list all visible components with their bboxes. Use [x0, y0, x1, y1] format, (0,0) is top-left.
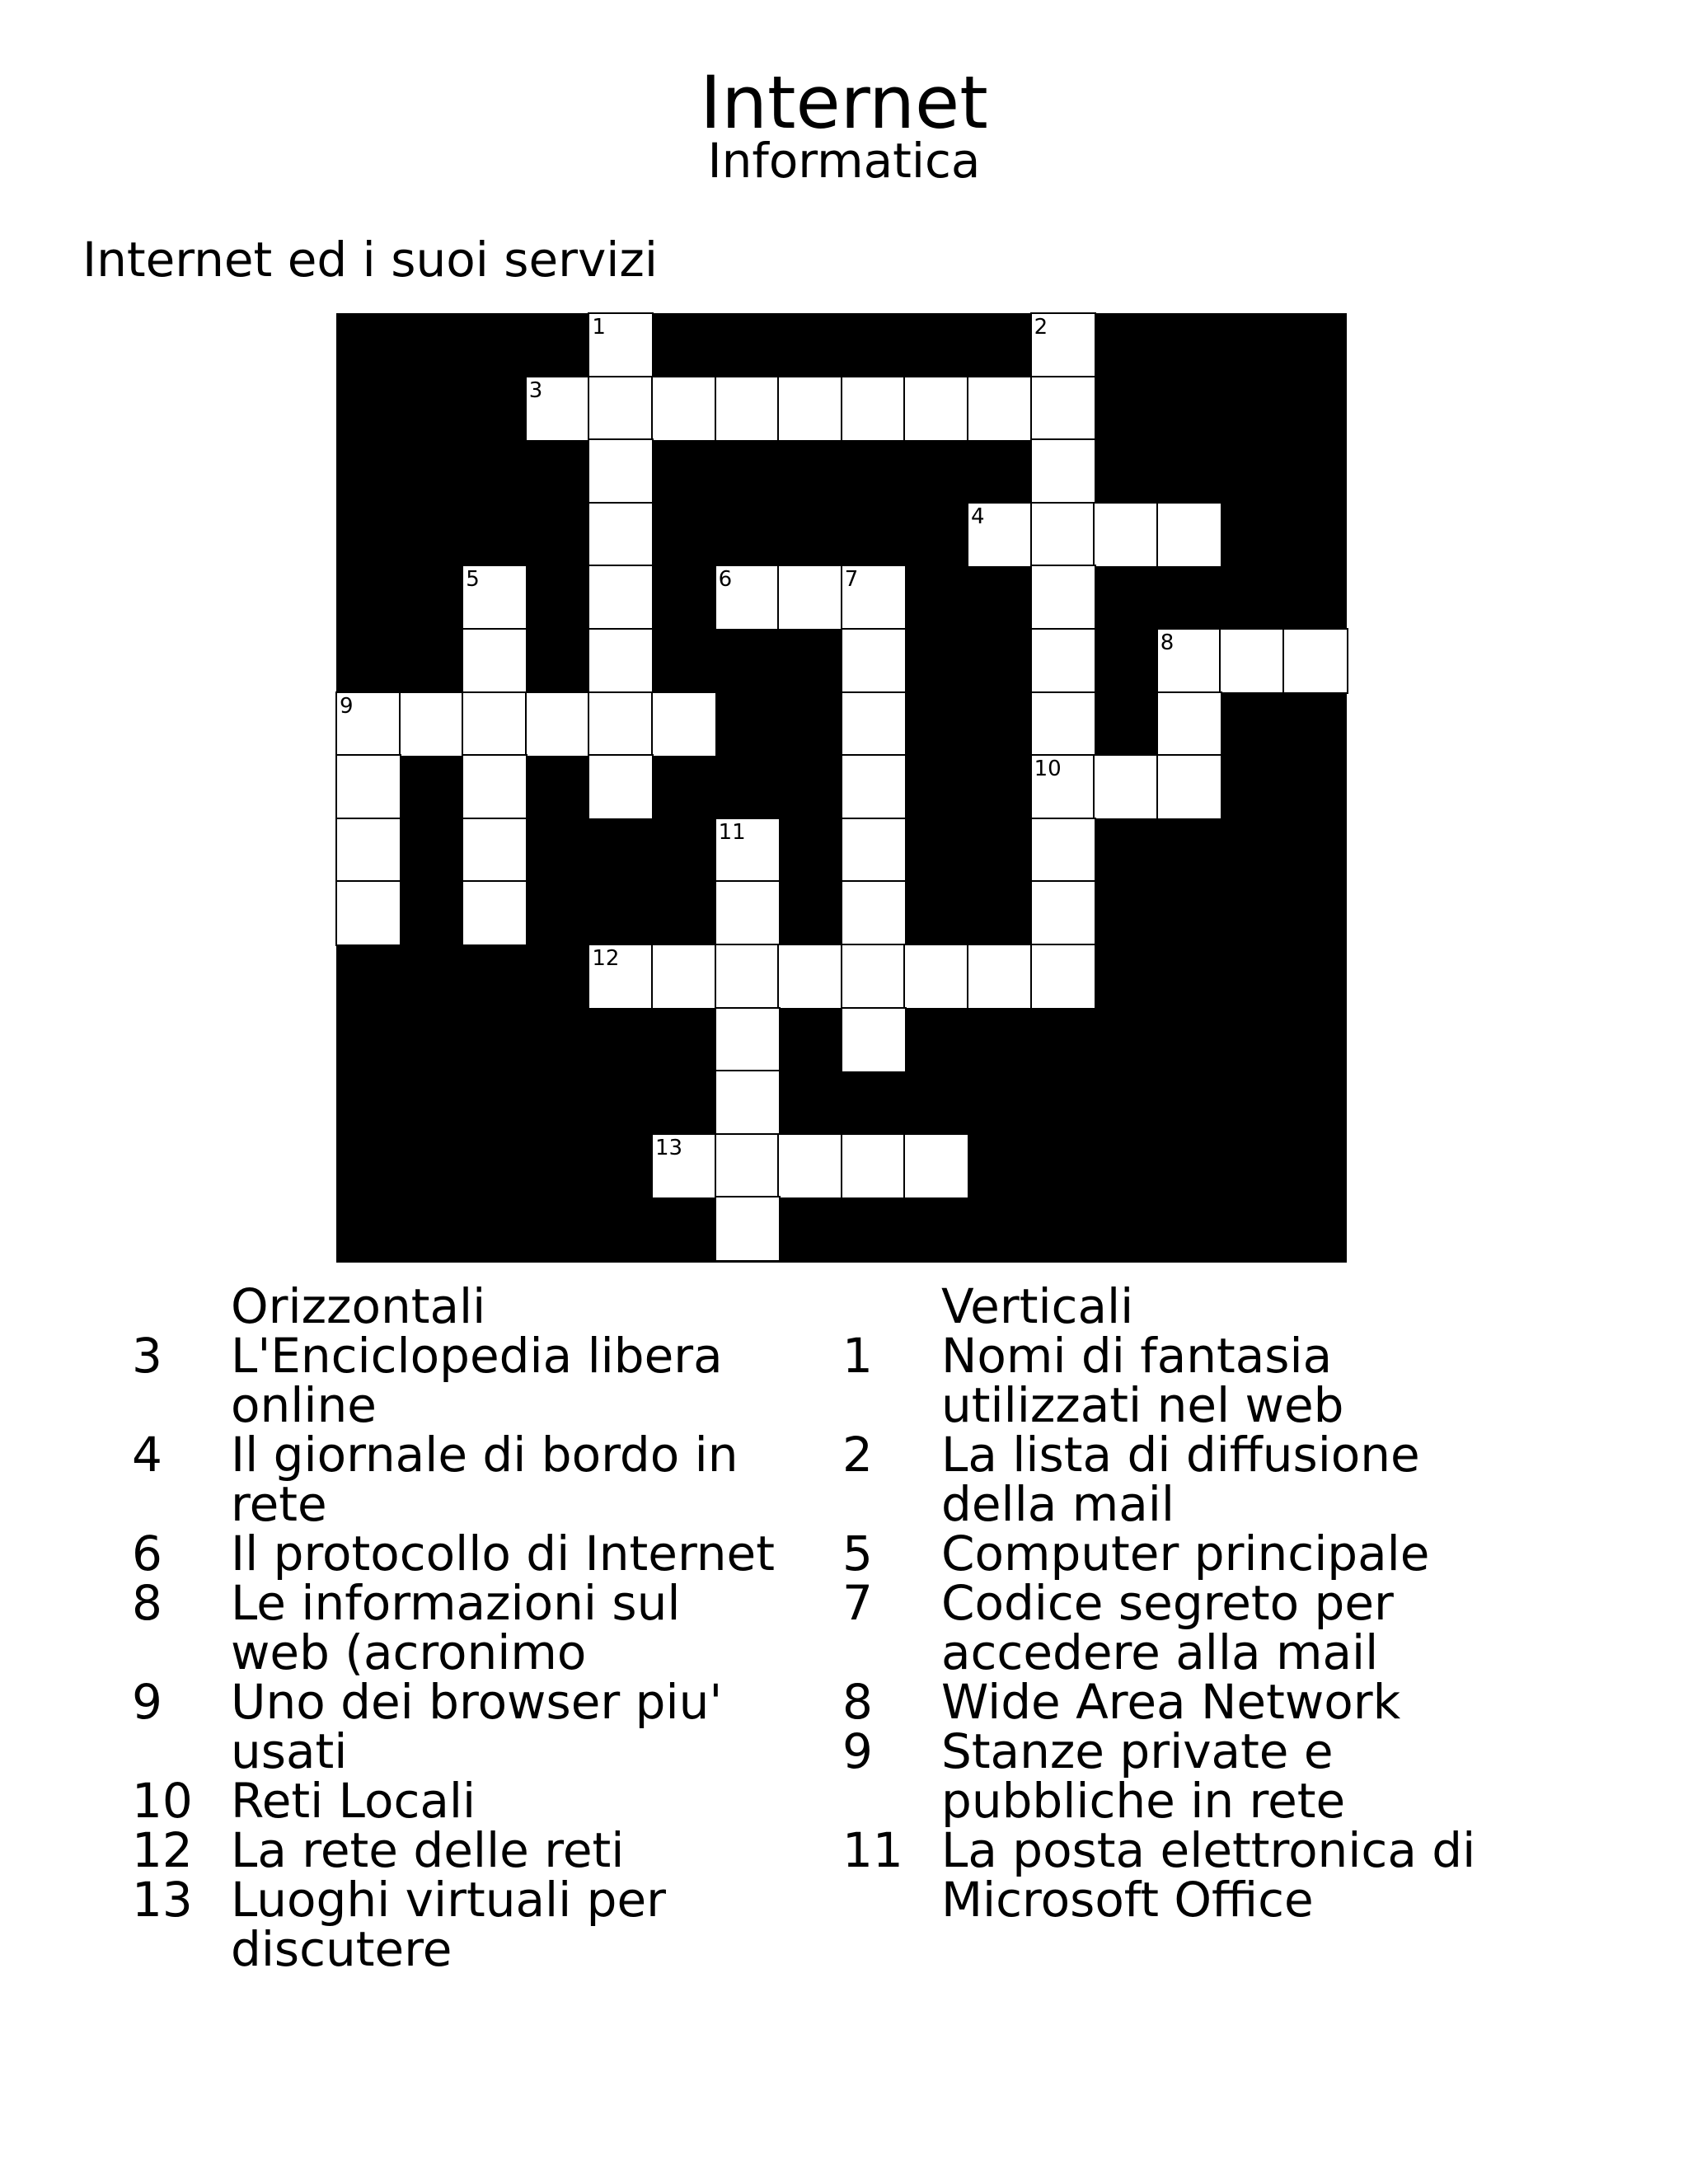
clue-number: 12: [132, 1822, 193, 1878]
grid-cell[interactable]: [1030, 880, 1096, 946]
grid-cell[interactable]: [462, 628, 528, 694]
grid-cell[interactable]: [841, 376, 907, 442]
clue-number: 8: [132, 1575, 162, 1631]
grid-cell[interactable]: [588, 376, 654, 442]
grid-cell[interactable]: [588, 628, 654, 694]
clue-text: Reti Locali: [231, 1773, 476, 1829]
grid-cell[interactable]: [462, 691, 528, 757]
grid-cell[interactable]: [335, 754, 401, 820]
clue-text: Wide Area Network: [941, 1674, 1401, 1730]
clue-item: [842, 1427, 1502, 1532]
grid-cell[interactable]: [841, 754, 907, 820]
grid-cell[interactable]: [399, 691, 465, 757]
clue-item: [132, 1773, 791, 1829]
grid-cell[interactable]: [1156, 691, 1222, 757]
clue-text: Computer principale: [941, 1526, 1430, 1582]
grid-cell[interactable]: [1030, 818, 1096, 883]
grid-cell[interactable]: [588, 312, 654, 378]
grid-cell[interactable]: [1030, 565, 1096, 630]
grid-cell[interactable]: [1030, 438, 1096, 504]
across-clues: [132, 1278, 791, 1977]
clue-item: [842, 1674, 1502, 1730]
crossword-grid: [336, 313, 1347, 1263]
grid-cell[interactable]: [967, 944, 1033, 1010]
clue-item: [842, 1822, 1502, 1928]
clue-item: [132, 1674, 791, 1779]
grid-cell[interactable]: [1030, 628, 1096, 694]
grid-cell[interactable]: [525, 691, 591, 757]
grid-cell[interactable]: [1093, 502, 1159, 568]
clue-text: Codice segreto per accedere alla mail: [941, 1575, 1394, 1680]
grid-cell[interactable]: [651, 944, 717, 1010]
grid-cell[interactable]: [903, 376, 969, 442]
grid-cell[interactable]: [588, 502, 654, 568]
cell-number: 6: [718, 567, 733, 593]
grid-cell[interactable]: [1030, 376, 1096, 442]
clue-number: 8: [842, 1674, 873, 1730]
cell-number: 2: [1034, 315, 1048, 340]
grid-cell[interactable]: [841, 628, 907, 694]
cell-number: 4: [971, 504, 985, 529]
grid-cell[interactable]: [1093, 754, 1159, 820]
clue-item: [842, 1328, 1502, 1433]
grid-cell[interactable]: [715, 944, 781, 1010]
grid-cell[interactable]: [462, 880, 528, 946]
clue-number: 6: [132, 1526, 162, 1582]
grid-cell[interactable]: [967, 502, 1033, 568]
grid-cell[interactable]: [967, 376, 1033, 442]
across-clue-list: [132, 1328, 791, 1977]
grid-cell[interactable]: [1156, 754, 1222, 820]
page-title: Internet: [700, 60, 988, 145]
clue-number: 9: [132, 1674, 162, 1730]
grid-cell[interactable]: [462, 565, 528, 630]
clue-item: [842, 1575, 1502, 1680]
grid-cell[interactable]: [841, 691, 907, 757]
cell-number: 12: [592, 946, 620, 971]
grid-cell[interactable]: [588, 438, 654, 504]
clue-item: [132, 1526, 791, 1582]
grid-cell[interactable]: [1030, 502, 1096, 568]
grid-cell[interactable]: [335, 818, 401, 883]
clue-text: Le informazioni sul web (acronimo: [231, 1575, 681, 1680]
grid-cell[interactable]: [715, 1007, 781, 1073]
clue-number: 1: [842, 1328, 873, 1384]
grid-cell[interactable]: [651, 691, 717, 757]
grid-cell[interactable]: [335, 691, 401, 757]
grid-cell[interactable]: [462, 818, 528, 883]
clue-number: 10: [132, 1773, 193, 1829]
grid-cell[interactable]: [462, 754, 528, 820]
clue-number: 13: [132, 1872, 193, 1928]
cell-number: 10: [1034, 757, 1062, 782]
grid-cell[interactable]: [715, 376, 781, 442]
clue-text: La posta elettronica di Microsoft Office: [941, 1822, 1476, 1928]
clue-item: [132, 1872, 791, 1977]
clue-text: Uno dei browser piu' usati: [231, 1674, 723, 1779]
grid-cell[interactable]: [903, 1133, 969, 1199]
grid-cell[interactable]: [525, 376, 591, 442]
grid-cell[interactable]: [1156, 502, 1222, 568]
grid-cell[interactable]: [841, 1133, 907, 1199]
across-heading: Orizzontali: [231, 1278, 486, 1334]
grid-cell[interactable]: [777, 376, 843, 442]
clue-item: [842, 1723, 1502, 1829]
grid-cell[interactable]: [841, 818, 907, 883]
grid-cell[interactable]: [1030, 754, 1096, 820]
grid-cell[interactable]: [715, 880, 781, 946]
grid-cell[interactable]: [841, 880, 907, 946]
grid-cell[interactable]: [777, 565, 843, 630]
clue-item: [132, 1328, 791, 1433]
cell-number: 8: [1160, 630, 1175, 655]
clue-text: Il giornale di bordo in rete: [231, 1427, 738, 1532]
cell-number: 9: [340, 693, 354, 719]
grid-cell[interactable]: [777, 1133, 843, 1199]
clue-number: 3: [132, 1328, 162, 1384]
clue-text: La rete delle reti: [231, 1822, 625, 1878]
grid-cell[interactable]: [588, 565, 654, 630]
grid-cell[interactable]: [1282, 628, 1348, 694]
clue-text: L'Enciclopedia libera online: [231, 1328, 723, 1433]
grid-cell[interactable]: [715, 1133, 781, 1199]
down-heading: Verticali: [941, 1278, 1134, 1334]
grid-cell[interactable]: [777, 944, 843, 1010]
grid-cell[interactable]: [588, 691, 654, 757]
clue-number: 11: [842, 1822, 903, 1878]
cell-number: 11: [718, 819, 746, 845]
grid-cell[interactable]: [841, 944, 907, 1010]
cell-number: 1: [592, 315, 606, 340]
grid-cell[interactable]: [1219, 628, 1285, 694]
grid-cell[interactable]: [1030, 691, 1096, 757]
down-clues: [842, 1278, 1502, 1928]
grid-cell[interactable]: [841, 1007, 907, 1073]
grid-cell[interactable]: [715, 565, 781, 630]
grid-cell[interactable]: [903, 944, 969, 1010]
down-clue-list: [842, 1328, 1502, 1928]
clue-item: [132, 1427, 791, 1532]
clue-item: [842, 1526, 1502, 1582]
cell-number: 5: [466, 567, 480, 593]
grid-cell[interactable]: [715, 1196, 781, 1262]
clue-number: 2: [842, 1427, 873, 1483]
cell-number: 13: [655, 1135, 683, 1160]
grid-cell[interactable]: [588, 754, 654, 820]
clue-number: 4: [132, 1427, 162, 1483]
clue-number: 7: [842, 1575, 873, 1631]
clue-text: Stanze private e pubbliche in rete: [941, 1723, 1346, 1829]
grid-cell[interactable]: [1030, 312, 1096, 378]
grid-cell[interactable]: [651, 376, 717, 442]
clue-number: 5: [842, 1526, 873, 1582]
grid-cell[interactable]: [651, 1133, 717, 1199]
cell-number: 7: [844, 567, 859, 593]
grid-cell[interactable]: [715, 1070, 781, 1136]
clue-item: [132, 1822, 791, 1878]
grid-cell[interactable]: [1156, 628, 1222, 694]
grid-cell[interactable]: [841, 565, 907, 630]
grid-cell[interactable]: [588, 944, 654, 1010]
clue-text: Il protocollo di Internet: [231, 1526, 775, 1582]
cell-number: 3: [528, 377, 543, 403]
clue-text: Luoghi virtuali per discutere: [231, 1872, 667, 1977]
clue-number: 9: [842, 1723, 873, 1779]
clue-text: La lista di diffusione della mail: [941, 1427, 1420, 1532]
clue-text: Nomi di fantasia utilizzati nel web: [941, 1328, 1344, 1433]
grid-cell[interactable]: [335, 880, 401, 946]
page-subtitle: Informatica: [707, 133, 981, 189]
grid-cell[interactable]: [1030, 944, 1096, 1010]
puzzle-intro: Internet ed i suoi servizi: [82, 232, 658, 288]
clue-item: [132, 1575, 791, 1680]
grid-cell[interactable]: [715, 818, 781, 883]
